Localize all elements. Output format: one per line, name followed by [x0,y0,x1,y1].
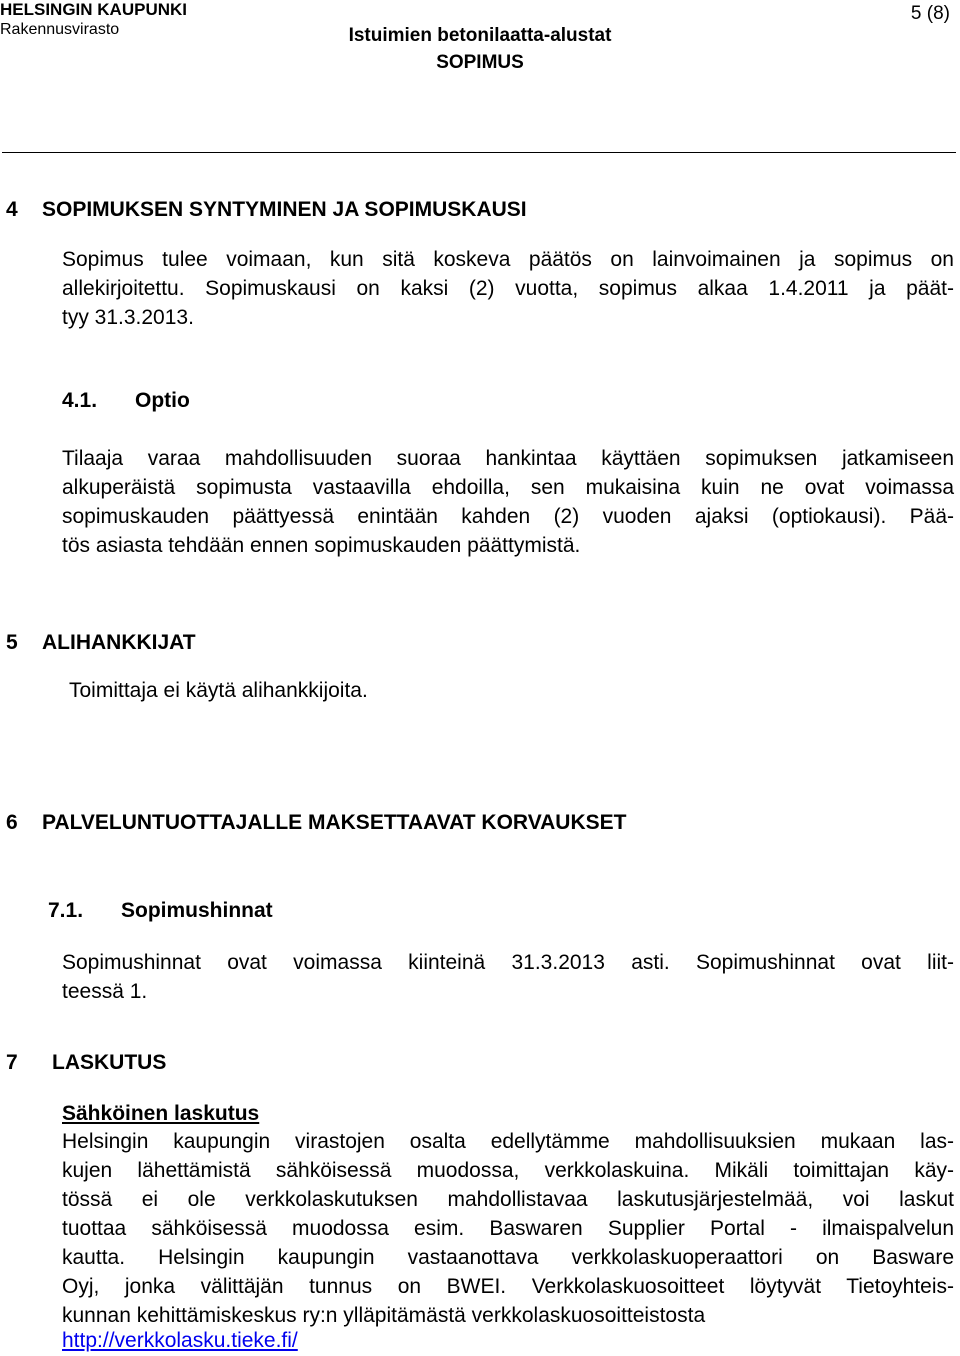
section-title: ALIHANKKIJAT [42,631,196,654]
paragraph-line: tuottaa sähköisessä muodossa esim. Baswaren Supplier Portal - ilmaispalvelun [62,1217,954,1240]
section-number: 4 [6,198,18,221]
paragraph-line: tössä ei ole verkkolaskutuksen mahdollistavaa laskutusjärjestelmää, voi laskut [62,1188,954,1211]
paragraph-line: Tilaaja varaa mahdollisuuden suoraa hankintaa käyttäen sopimuksen jatkamiseen [62,447,954,470]
section-4-1-paragraph [62,444,954,560]
document-title: Istuimien betonilaatta-alustat [348,25,612,46]
paragraph-line: tös asiasta tehdään ennen sopimuskauden päättymistä. [62,534,581,557]
paragraph-line: sopimuskauden päättyessä enintään kahden (2) vuoden ajaksi (optiokausi). Pää- [62,505,954,528]
section-number: 7.1. [48,899,84,922]
paragraph-line: alkuperäistä sopimusta vastaavilla ehdoilla, sen mukaisina kuin ne ovat voimassa [62,476,954,499]
section-7-1-paragraph [62,948,954,1006]
section-number: 4.1. [62,389,98,412]
section-4-paragraph [62,245,954,332]
section-title: SOPIMUKSEN SYNTYMINEN JA SOPIMUSKAUSI [42,198,527,221]
header-divider [2,152,956,153]
organization-name: HELSINGIN KAUPUNKI [0,0,188,19]
section-4-heading [6,197,527,223]
subheading-electronic-invoicing: Sähköinen laskutus [62,1102,260,1125]
section-number: 7 [6,1051,18,1074]
document-subtitle: SOPIMUS [436,52,524,73]
section-title: PALVELUNTUOTTAJALLE MAKSETTAAVAT KORVAUKSET [42,811,627,834]
paragraph-line: kautta. Helsingin kaupungin vastaanottava verkkolaskuoperaattori on Basware [62,1246,954,1269]
paragraph-line: allekirjoitettu. Sopimuskausi on kaksi (2) vuotta, sopimus alkaa 1.4.2011 ja päät- [62,277,954,300]
department-name: Rakennusvirasto [0,21,120,38]
paragraph-line: Sopimus tulee voimaan, kun sitä koskeva päätös on lainvoimainen ja sopimus on [62,248,954,271]
paragraph-line: Toimittaja ei käytä alihankkijoita. [69,679,368,702]
verkkolasku-link[interactable]: http://verkkolasku.tieke.fi/ [62,1329,298,1352]
section-title: Sopimushinnat [121,899,273,922]
paragraph-line: Sopimushinnat ovat voimassa kiinteinä 31.3.2013 asti. Sopimushinnat ovat liit- [62,951,954,974]
paragraph-line: teessä 1. [62,980,148,1003]
paragraph-line: tyy 31.3.2013. [62,306,194,329]
section-4-1-heading [62,388,190,414]
section-title: Optio [135,389,190,412]
section-number: 6 [6,811,18,834]
section-7-heading [6,1050,166,1076]
section-number: 5 [6,631,18,654]
section-7-paragraph [62,1127,954,1330]
paragraph-line: Oyj, jonka välittäjän tunnus on BWEI. Verkkolaskuosoitteet löytyvät Tietoyhteis- [62,1275,954,1298]
section-7-1-heading [48,898,273,924]
paragraph-line: kunnan kehittämiskeskus ry:n ylläpitämästä verkkolaskuosoitteistosta [62,1304,706,1327]
section-title: LASKUTUS [52,1051,167,1074]
section-5-paragraph [69,676,949,705]
paragraph-line: kujen lähettämistä sähköisessä muodossa, verkkolaskuina. Mikäli toimittajan käy- [62,1159,954,1182]
section-5-heading [6,630,196,656]
page-number: 5 (8) [910,3,950,24]
paragraph-line: Helsingin kaupungin virastojen osalta edellytämme mahdollisuuksien mukaan las- [62,1130,954,1153]
section-6-heading [6,810,626,836]
